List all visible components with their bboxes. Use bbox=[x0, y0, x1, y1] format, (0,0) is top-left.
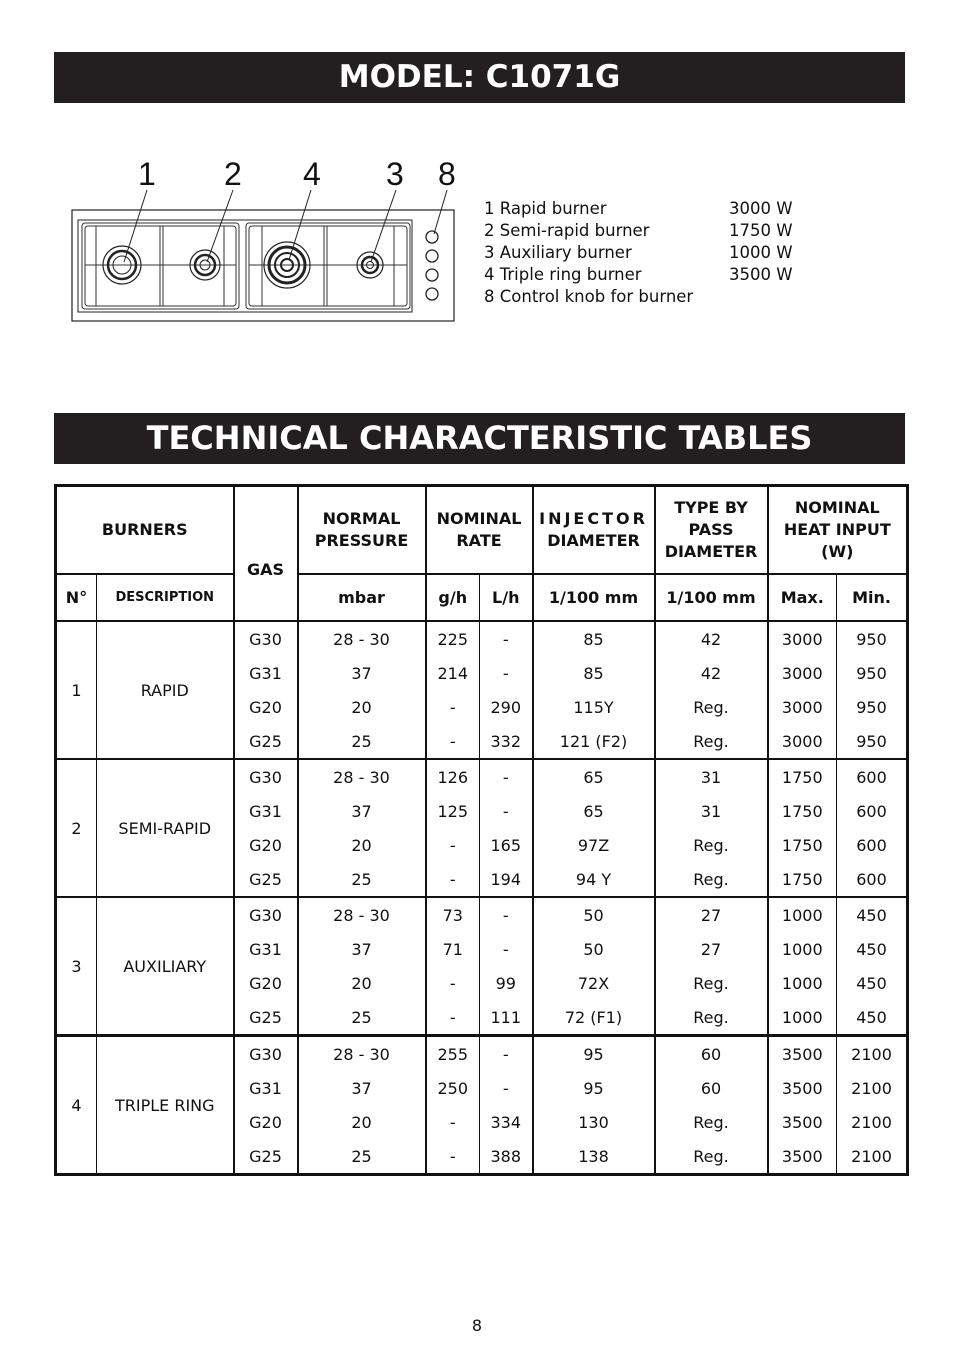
legend-desc: 3 Auxiliary burner bbox=[484, 243, 632, 262]
bypass-cell: 60 bbox=[655, 1036, 768, 1072]
bypass-cell: Reg. bbox=[655, 862, 768, 897]
hob-diagram bbox=[66, 150, 466, 330]
min-cell: 450 bbox=[856, 973, 887, 993]
diagram-label: 8 bbox=[438, 156, 456, 192]
header-mbar: mbar bbox=[298, 574, 426, 621]
max-cell: 3500 bbox=[768, 1139, 837, 1175]
gas-cell: G20 bbox=[234, 828, 298, 862]
header-bypass-unit: 1/100 mm bbox=[655, 574, 768, 621]
diagram-label: 2 bbox=[224, 156, 242, 192]
lh-cell: - bbox=[480, 794, 533, 828]
legend-row bbox=[484, 286, 693, 308]
lh-cell: - bbox=[480, 1036, 533, 1072]
injector-cell: 97Z bbox=[533, 828, 655, 862]
max-cell: 1750 bbox=[768, 759, 837, 794]
bypass-cell: 31 bbox=[655, 794, 768, 828]
lh-cell: 194 bbox=[480, 862, 533, 897]
gh-cell: 73 bbox=[426, 897, 480, 932]
bypass-cell: 42 bbox=[655, 621, 768, 656]
gh-cell: - bbox=[426, 828, 480, 862]
max-cell: 1000 bbox=[768, 966, 837, 1000]
header-text: NOMINAL bbox=[436, 509, 522, 529]
lh-cell: 388 bbox=[480, 1139, 533, 1175]
min-cell: 2100 bbox=[851, 1078, 892, 1098]
gh-cell: 225 bbox=[426, 621, 480, 656]
bypass-cell: Reg. bbox=[655, 966, 768, 1000]
pressure-cell: 25 bbox=[298, 1139, 426, 1175]
control-knob bbox=[426, 269, 438, 281]
control-knob bbox=[426, 231, 438, 243]
page-number: 8 bbox=[471, 1316, 483, 1335]
gh-cell: - bbox=[426, 862, 480, 897]
header-gh: g/h bbox=[426, 574, 480, 621]
header-min: Min. bbox=[837, 574, 908, 621]
max-cell: 1750 bbox=[768, 862, 837, 897]
injector-cell: 72X bbox=[533, 966, 655, 1000]
pressure-cell: 28 - 30 bbox=[298, 759, 426, 794]
lh-cell: 111 bbox=[480, 1000, 533, 1036]
injector-cell: 95 bbox=[533, 1036, 655, 1072]
gh-cell: 250 bbox=[426, 1071, 480, 1105]
pressure-cell: 20 bbox=[298, 966, 426, 1000]
injector-cell: 130 bbox=[533, 1105, 655, 1139]
table-row bbox=[56, 897, 908, 932]
legend-row bbox=[484, 242, 793, 264]
gh-cell: 255 bbox=[426, 1036, 480, 1072]
gh-cell: 71 bbox=[426, 932, 480, 966]
header-text: PASS bbox=[688, 520, 734, 540]
table-row bbox=[56, 1036, 908, 1072]
header-text: (W) bbox=[821, 542, 854, 562]
header-max: Max. bbox=[768, 574, 837, 621]
bypass-cell: 42 bbox=[655, 656, 768, 690]
header-gas bbox=[234, 486, 298, 622]
min-cell: 600 bbox=[856, 869, 887, 889]
injector-cell: 50 bbox=[533, 932, 655, 966]
gh-cell: - bbox=[426, 1000, 480, 1036]
gas-cell: G30 bbox=[234, 897, 298, 932]
gas-cell: G30 bbox=[234, 621, 298, 656]
legend-power: 1750 W bbox=[729, 221, 793, 240]
lh-cell: - bbox=[480, 1071, 533, 1105]
diagram-label: 3 bbox=[386, 156, 404, 192]
legend-desc: 1 Rapid burner bbox=[484, 199, 607, 218]
lh-cell: 290 bbox=[480, 690, 533, 724]
max-cell: 1750 bbox=[768, 794, 837, 828]
header-rate bbox=[426, 486, 533, 575]
lh-cell: - bbox=[480, 621, 533, 656]
header-injector bbox=[533, 486, 655, 575]
gas-cell: G30 bbox=[234, 759, 298, 794]
min-cell: 950 bbox=[856, 629, 887, 649]
burner-number: 4 bbox=[56, 1036, 97, 1175]
max-cell: 3000 bbox=[768, 690, 837, 724]
gas-cell: G25 bbox=[234, 1000, 298, 1036]
legend-power: 3000 W bbox=[729, 199, 793, 218]
injector-cell: 115Y bbox=[533, 690, 655, 724]
lh-cell: 334 bbox=[480, 1105, 533, 1139]
min-cell: 600 bbox=[837, 759, 908, 794]
min-cell: 2100 bbox=[851, 1112, 892, 1132]
header-text: DIAMETER bbox=[664, 542, 758, 562]
injector-cell: 138 bbox=[533, 1139, 655, 1175]
gas-cell: G31 bbox=[234, 794, 298, 828]
max-cell: 3000 bbox=[768, 724, 837, 759]
header-injector-unit: 1/100 mm bbox=[533, 574, 655, 621]
gas-cell: G20 bbox=[234, 690, 298, 724]
injector-cell: 95 bbox=[533, 1071, 655, 1105]
tables-title: TECHNICAL CHARACTERISTIC TABLES bbox=[54, 413, 905, 464]
bypass-cell: 31 bbox=[655, 759, 768, 794]
pressure-cell: 37 bbox=[298, 1071, 426, 1105]
legend-desc: 2 Semi-rapid burner bbox=[484, 221, 650, 240]
pressure-cell: 37 bbox=[298, 932, 426, 966]
min-cell: 600 bbox=[856, 801, 887, 821]
diagram-label: 1 bbox=[138, 156, 156, 192]
table-body bbox=[56, 621, 908, 1175]
burner-description: AUXILIARY bbox=[97, 897, 234, 1036]
pressure-cell: 25 bbox=[298, 1000, 426, 1036]
pressure-cell: 25 bbox=[298, 724, 426, 759]
header-text: NOMINAL bbox=[794, 498, 880, 518]
legend-row bbox=[484, 264, 793, 286]
bypass-cell: Reg. bbox=[655, 828, 768, 862]
burner-number: 1 bbox=[56, 621, 97, 759]
gh-cell: - bbox=[426, 724, 480, 759]
min-cell: 2100 bbox=[837, 1036, 908, 1072]
model-title: MODEL: C1071G bbox=[54, 52, 905, 103]
header-bypass bbox=[655, 486, 768, 575]
gh-cell: - bbox=[426, 1139, 480, 1175]
bypass-cell: Reg. bbox=[655, 1105, 768, 1139]
header-text: INJECTOR bbox=[539, 509, 648, 529]
lh-cell: - bbox=[480, 656, 533, 690]
bypass-cell: 27 bbox=[655, 932, 768, 966]
injector-cell: 85 bbox=[533, 621, 655, 656]
pressure-cell: 37 bbox=[298, 656, 426, 690]
lh-cell: 99 bbox=[480, 966, 533, 1000]
lh-cell: - bbox=[480, 759, 533, 794]
gh-cell: 125 bbox=[426, 794, 480, 828]
pressure-cell: 28 - 30 bbox=[298, 1036, 426, 1072]
legend-desc: 4 Triple ring burner bbox=[484, 265, 642, 284]
table-row bbox=[56, 621, 908, 656]
lh-cell: - bbox=[480, 932, 533, 966]
injector-cell: 50 bbox=[533, 897, 655, 932]
gh-cell: - bbox=[426, 966, 480, 1000]
legend-power: 3500 W bbox=[729, 265, 793, 284]
injector-cell: 121 (F2) bbox=[533, 724, 655, 759]
pressure-cell: 28 - 30 bbox=[298, 897, 426, 932]
min-cell: 950 bbox=[856, 663, 887, 683]
technical-table bbox=[54, 484, 909, 1176]
diagram-label: 4 bbox=[303, 156, 321, 192]
control-knob bbox=[426, 288, 438, 300]
pressure-cell: 20 bbox=[298, 1105, 426, 1139]
header-text: NORMAL bbox=[322, 509, 401, 529]
min-cell: 2100 bbox=[851, 1146, 892, 1166]
injector-cell: 65 bbox=[533, 794, 655, 828]
bypass-cell: Reg. bbox=[655, 690, 768, 724]
bypass-cell: 60 bbox=[655, 1071, 768, 1105]
gas-cell: G20 bbox=[234, 1105, 298, 1139]
max-cell: 3500 bbox=[768, 1071, 837, 1105]
max-cell: 1000 bbox=[768, 1000, 837, 1036]
gh-cell: - bbox=[426, 1105, 480, 1139]
gh-cell: 214 bbox=[426, 656, 480, 690]
legend-row bbox=[484, 198, 793, 220]
pressure-cell: 28 - 30 bbox=[298, 621, 426, 656]
burner-number: 2 bbox=[56, 759, 97, 897]
min-cell: 450 bbox=[856, 939, 887, 959]
gas-cell: G31 bbox=[234, 1071, 298, 1105]
max-cell: 1000 bbox=[768, 932, 837, 966]
header-text: PRESSURE bbox=[314, 531, 409, 551]
pressure-cell: 25 bbox=[298, 862, 426, 897]
bypass-cell: Reg. bbox=[655, 1000, 768, 1036]
header-pressure bbox=[298, 486, 426, 575]
burner-description: RAPID bbox=[97, 621, 234, 759]
max-cell: 3500 bbox=[768, 1036, 837, 1072]
lh-cell: - bbox=[480, 897, 533, 932]
lh-cell: 165 bbox=[480, 828, 533, 862]
header-lh: L/h bbox=[480, 574, 533, 621]
gas-cell: G31 bbox=[234, 656, 298, 690]
pressure-cell: 20 bbox=[298, 828, 426, 862]
min-cell: 950 bbox=[856, 697, 887, 717]
injector-cell: 65 bbox=[533, 759, 655, 794]
max-cell: 3500 bbox=[768, 1105, 837, 1139]
header-gas-label: GAS bbox=[246, 559, 285, 579]
min-cell: 950 bbox=[856, 731, 887, 751]
max-cell: 3000 bbox=[768, 621, 837, 656]
max-cell: 3000 bbox=[768, 656, 837, 690]
injector-cell: 72 (F1) bbox=[533, 1000, 655, 1036]
max-cell: 1750 bbox=[768, 828, 837, 862]
header-text: TYPE BY bbox=[674, 498, 748, 518]
burner-number: 3 bbox=[56, 897, 97, 1036]
header-text: HEAT INPUT bbox=[783, 520, 891, 540]
gas-cell: G30 bbox=[234, 1036, 298, 1072]
header-description: DESCRIPTION bbox=[97, 574, 234, 621]
lh-cell: 332 bbox=[480, 724, 533, 759]
legend-row bbox=[484, 220, 793, 242]
min-cell: 600 bbox=[856, 835, 887, 855]
gas-cell: G25 bbox=[234, 724, 298, 759]
header-text: RATE bbox=[456, 531, 502, 551]
bypass-cell: Reg. bbox=[655, 724, 768, 759]
header-heat-input bbox=[768, 486, 908, 575]
control-knob bbox=[426, 250, 438, 262]
gas-cell: G25 bbox=[234, 1139, 298, 1175]
bypass-cell: 27 bbox=[655, 897, 768, 932]
gas-cell: G20 bbox=[234, 966, 298, 1000]
header-no: N° bbox=[56, 574, 97, 621]
gas-cell: G25 bbox=[234, 862, 298, 897]
injector-cell: 85 bbox=[533, 656, 655, 690]
gas-cell: G31 bbox=[234, 932, 298, 966]
header-burners: BURNERS bbox=[56, 486, 234, 575]
gh-cell: 126 bbox=[426, 759, 480, 794]
gh-cell: - bbox=[426, 690, 480, 724]
min-cell: 450 bbox=[837, 897, 908, 932]
burner-description: SEMI-RAPID bbox=[97, 759, 234, 897]
burner-description: TRIPLE RING bbox=[97, 1036, 234, 1175]
header-text: DIAMETER bbox=[547, 531, 640, 551]
max-cell: 1000 bbox=[768, 897, 837, 932]
burner-legend bbox=[484, 198, 793, 308]
pressure-cell: 20 bbox=[298, 690, 426, 724]
legend-power: 1000 W bbox=[729, 243, 793, 262]
table-row bbox=[56, 759, 908, 794]
legend-desc: 8 Control knob for burner bbox=[484, 287, 694, 306]
min-cell: 450 bbox=[856, 1007, 887, 1027]
bypass-cell: Reg. bbox=[655, 1139, 768, 1175]
pressure-cell: 37 bbox=[298, 794, 426, 828]
injector-cell: 94 Y bbox=[533, 862, 655, 897]
